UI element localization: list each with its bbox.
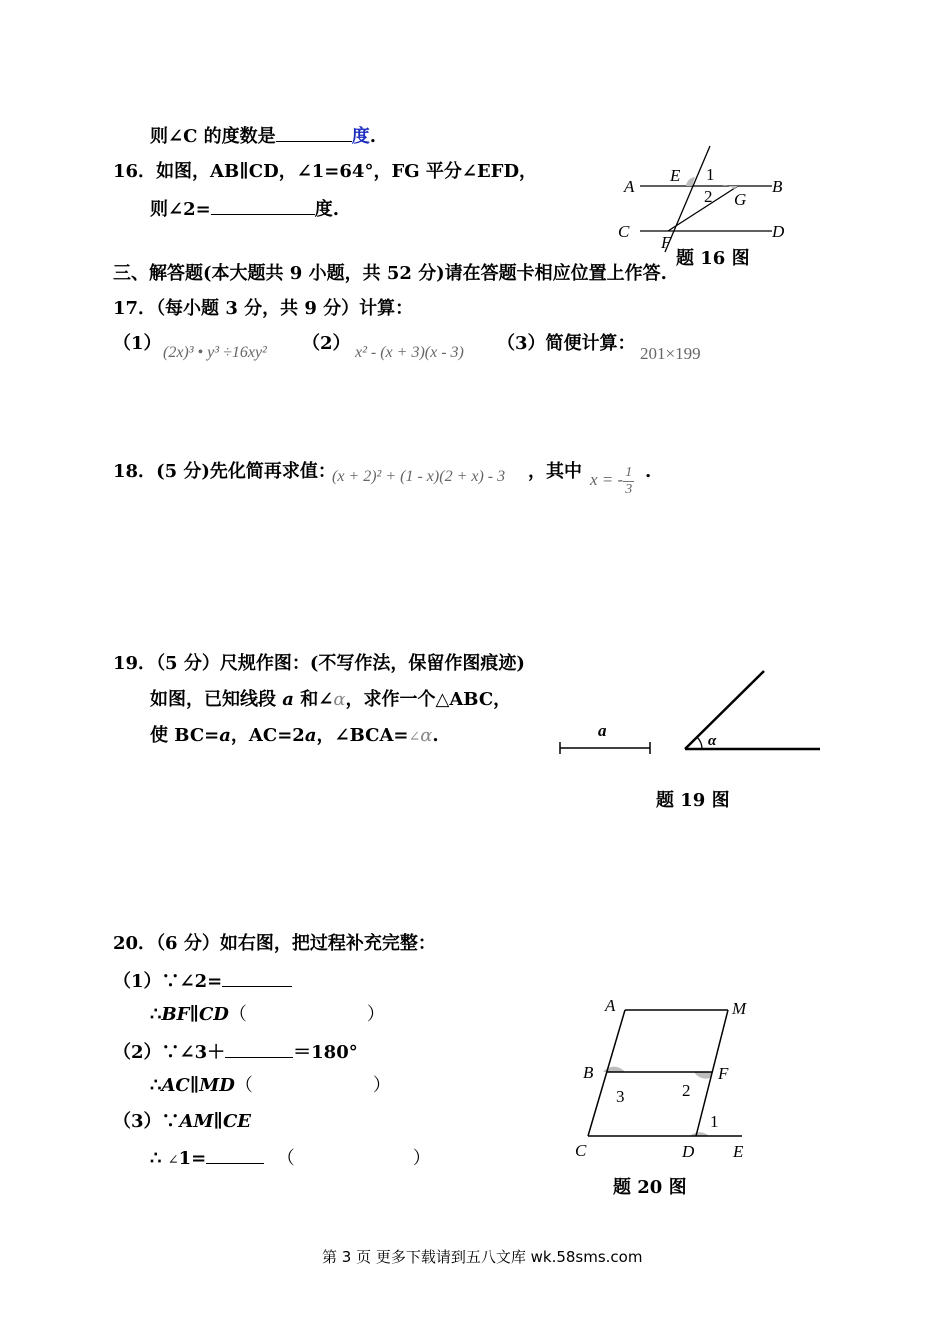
fig20-label-2: 2 xyxy=(682,1081,691,1100)
figure-19 xyxy=(550,660,830,770)
fig16-label-A: A xyxy=(624,177,635,196)
q20-line5: （3）∵AM∥CE xyxy=(113,1111,251,1132)
q20-line1: （1）∵∠2= xyxy=(113,968,292,994)
q17-header: 17．（每小题 3 分，共 9 分）计算： xyxy=(113,298,414,319)
fig20-label-F: F xyxy=(718,1064,729,1083)
q17-p2-expr: x² - (x + 3)(x - 3) xyxy=(355,344,464,361)
answer-blank[interactable] xyxy=(211,196,315,215)
q18-mid: ，其中 xyxy=(528,461,582,482)
q20-line2: ∴BF∥CD（ ） xyxy=(150,1004,385,1025)
fig20-label-B: B xyxy=(583,1063,594,1082)
q18-condition: x = - $\frac{1}{3}$ xyxy=(590,464,633,497)
fig20-caption: 题 20 图 xyxy=(613,1177,687,1198)
fig20-label-C: C xyxy=(575,1141,587,1160)
q15-tail: 则∠C 的度数是 度. xyxy=(150,123,376,149)
q17-p3-expr: 201×199 xyxy=(640,344,701,363)
fig20-label-D: D xyxy=(682,1142,695,1161)
section-3-header: 三、解答题(本大题共 9 小题，共 52 分)请在答题卡相应位置上作答. xyxy=(113,263,667,284)
q20-line6: ∴ ∠1= （ ） xyxy=(150,1145,431,1173)
fig16-label-1: 1 xyxy=(706,165,715,184)
q19-line3: 使 BC=a，AC=2a，∠BCA=∠α. xyxy=(150,725,439,746)
fig20-label-M: M xyxy=(732,999,747,1018)
fig16-label-C: C xyxy=(618,222,630,241)
q16-line2: 则∠2= 度. xyxy=(150,196,339,222)
q20-line4: ∴AC∥MD（ ） xyxy=(150,1075,391,1096)
fig19-label-a: a xyxy=(598,721,607,740)
answer-blank[interactable] xyxy=(206,1145,264,1164)
fig16-label-B: B xyxy=(772,177,783,196)
page-footer: 第 3 页 更多下载请到五八文库 wk.58sms.com xyxy=(322,1248,643,1266)
fig16-label-G: G xyxy=(734,190,747,209)
fig16-label-2: 2 xyxy=(704,187,713,206)
q19-line2: 如图，已知线段 a 和∠α，求作一个△ABC， xyxy=(150,689,512,710)
q20-line3: （2）∵∠3＋ ＝180° xyxy=(113,1039,358,1065)
fig19-caption: 题 19 图 xyxy=(656,790,730,811)
fig20-label-1: 1 xyxy=(710,1112,719,1131)
answer-blank[interactable] xyxy=(225,1039,293,1058)
q16-line1: 16．如图，AB∥CD，∠1=64°，FG 平分∠EFD， xyxy=(113,161,538,182)
q19-header: 19．（5 分）尺规作图：(不写作法，保留作图痕迹) xyxy=(113,653,525,674)
fig20-label-3: 3 xyxy=(616,1087,625,1106)
q17-p1-label: （1） xyxy=(113,333,162,354)
q17-p1-expr: (2x)³ • y³ ÷16xy² xyxy=(163,344,267,361)
figure-16 xyxy=(610,140,810,260)
answer-blank[interactable] xyxy=(276,123,352,142)
fig20-label-A: A xyxy=(605,996,616,1015)
fig16-caption: 题 16 图 xyxy=(676,248,750,269)
fig19-label-alpha: α xyxy=(708,733,717,749)
figure-20 xyxy=(570,990,770,1170)
q18-end: . xyxy=(645,461,652,482)
answer-blank[interactable] xyxy=(222,968,292,987)
fig16-label-E: E xyxy=(670,166,681,185)
fig16-label-F: F xyxy=(661,233,672,252)
q18-line: 18．(5 分)先化简再求值： xyxy=(113,461,336,482)
q20-header: 20．（6 分）如右图，把过程补充完整： xyxy=(113,933,436,954)
q18-expr: (x + 2)² + (1 - x)(2 + x) - 3 xyxy=(332,468,506,485)
fig20-label-E: E xyxy=(733,1142,744,1161)
q17-p2-label: （2） xyxy=(302,333,351,354)
q17-p3-label: （3）简便计算： xyxy=(497,333,636,354)
fig16-label-D: D xyxy=(772,222,785,241)
